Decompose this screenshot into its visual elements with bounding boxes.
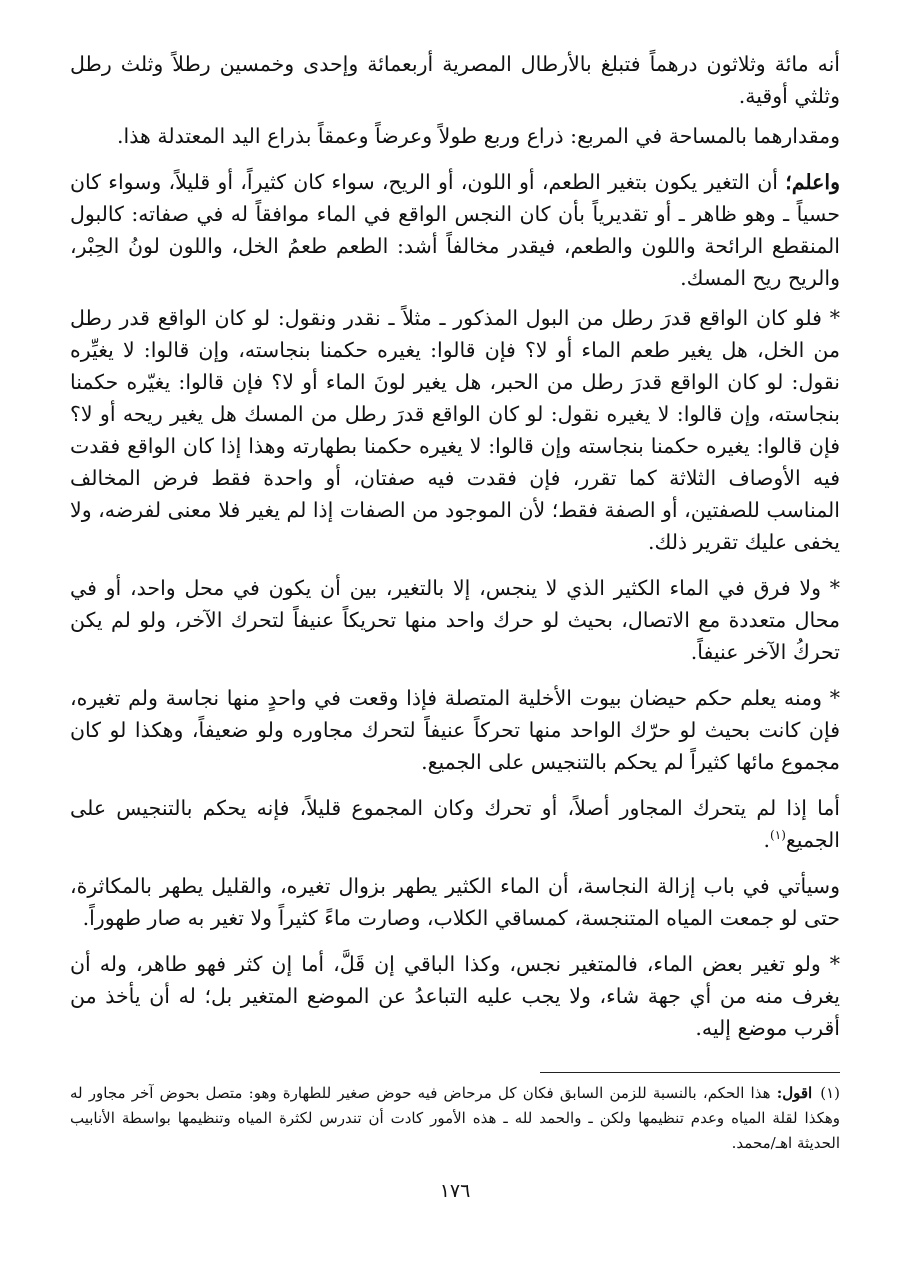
paragraph-8: وسيأتي في باب إزالة النجاسة، أن الماء الكثير يطهر بزوال تغيره، والقليل يطهر بالمكاثرة، حتى لو جمعت المياه المتنجسة، كمساقي الكلاب، وصارت ماءً كثيراً ولا تغير به صار طهوراً. — [70, 874, 840, 930]
paragraph-6: * ومنه يعلم حكم حيضان بيوت الأخلية المتصلة فإذا وقعت في واحدٍ منها نجاسة ولم تغيره، فإن كانت بحيث لو حرّك الواحد منها تحركاً عنيفاً لتحرك مجاوره ولو ضعيفاً، وهكذا لو كان مجموع مائها كثيراً لم يحكم بالتنجيس على الجميع. — [70, 686, 840, 774]
footnote — [70, 1081, 840, 1156]
footnote-text: هذا الحكم، بالنسبة للزمن السابق فكان كل مرحاض فيه حوض صغير للطهارة وهو: متصل بحوض آخر مجاور له وهكذا لقلة المياه وعدم تنظيمها ولكن ـ والحمد لله ـ هذه الأمور كادت أن تندرس لكثرة المياه وتنظيمها بواسطة الأنابيب الحديثة اهـ/محمد. — [70, 1084, 841, 1152]
paragraph-9: * ولو تغير بعض الماء، فالمتغير نجس، وكذا الباقي إن قَلَّ، أما إن كثر فهو طاهر، وله أن يغرف منه من أي جهة شاء، ولا يجب عليه التباعدُ عن الموضع المتغير بل؛ له أن يأخذ من أقرب موضع إليه. — [70, 952, 840, 1040]
paragraph-4: * فلو كان الواقع قدرَ رطل من البول المذكور ـ مثلاً ـ نقدر ونقول: لو كان الواقع قدر رطل من الخل، هل يغير طعم الماء أو لا؟ فإن قالوا: يغيره حكمنا بنجاسته، وإن قالوا: لا يغيِّره نقول: لو كان الواقع قدرَ رطل من الحبر، هل يغير لونَ الماء أو لا؟ فإن قالوا: يغيّره حكمنا بنجاسته، وإن قالوا: لا يغيره نقول: لو كان الواقع قدرَ رطل من المسك هل يغير ريحه أو لا؟ فإن قالوا: يغيره حكمنا بنجاسته وإن قالوا: لا يغيره حكمنا بطهارته وهذا إذا كان الواقع فقدت فيه الأوصاف الثلاثة كما تقرر، فإن فقدت فيه صفتان، أو واحدة فقط فرض المخالف المناسب للصفتين، أو الصفة فقط؛ لأن الموجود من الصفات إذا لم يغير فلا معنى لفرضه، ولا يخفى عليك تقرير ذلك. — [70, 306, 840, 554]
paragraph-2: ومقدارهما بالمساحة في المربع: ذراع وربع طولاً وعرضاً وعمقاً بذراع اليد المعتدلة هذا. — [117, 124, 840, 148]
footnote-divider — [540, 1072, 840, 1073]
paragraph-7-body: أما إذا لم يتحرك المجاور أصلاً، أو تحرك وكان المجموع قليلاً، فإنه يحكم بالتنجيس على الجميع — [70, 796, 840, 852]
main-text — [70, 48, 840, 1044]
paragraph-7-end: . — [763, 828, 771, 852]
page-number: ١٧٦ — [439, 1180, 471, 1202]
paragraph-3-lead: واعلم؛ — [785, 170, 840, 194]
footnote-lead: اقول: — [776, 1084, 813, 1102]
paragraph-3-body: أن التغير يكون بتغير الطعم، أو اللون، أو الريح، سواء كان كثيراً، أو قليلاً، وسواء كان حسياً ـ وهو ظاهر ـ أو تقديرياً بأن كان النجس الواقع في الماء موافقاً له في صفاته: كالبول المنقطع الرائحة واللون والطعم، فيقدر مخالفاً أشد: الطعم طعمُ الخل، واللون لونُ الحِبْر، والريح ريح المسك. — [70, 170, 840, 290]
footnote-number: (١) — [820, 1084, 840, 1102]
footnote-reference[interactable]: (١) — [770, 828, 786, 843]
paragraph-5: * ولا فرق في الماء الكثير الذي لا ينجس، إلا بالتغير، بين أن يكون في محل واحد، أو في محال متعددة مع الاتصال، بحيث لو حرك واحد منها تحريكاً عنيفاً لتحرك الآخر، ولو لم يكن تحركُ الآخر عنيفاً. — [70, 576, 840, 664]
paragraph-3 — [70, 166, 840, 294]
paragraph-7 — [70, 792, 840, 856]
paragraph-1: أنه مائة وثلاثون درهماً فتبلغ بالأرطال المصرية أربعمائة وإحدى وخمسين رطلاً وثلث رطل وثلثي أوقية. — [70, 52, 840, 108]
book-page — [70, 48, 840, 1238]
